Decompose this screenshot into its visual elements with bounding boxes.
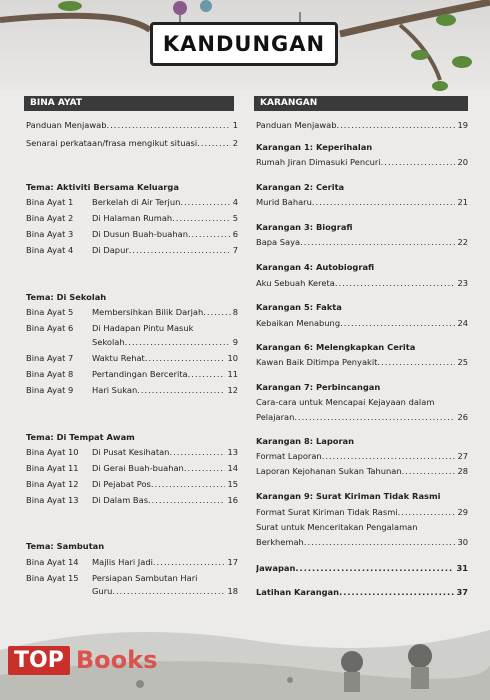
page-number: 21	[457, 197, 468, 207]
entry-text: Format Surat Kiriman Tidak Rasmi	[256, 507, 398, 517]
page-number: 11	[227, 369, 238, 379]
page-number: 27	[457, 451, 468, 461]
entry-text: Cara-cara untuk Mencapai Kejayaan dalam	[256, 397, 435, 407]
entry-text: Aku Sebuah Kereta	[256, 278, 335, 288]
entry-text: Murid Baharu	[256, 197, 312, 207]
page-number: 8	[232, 307, 238, 317]
leader-dots	[300, 237, 455, 248]
exercise-code: Bina Ayat 15	[26, 573, 79, 583]
page-number: 6	[232, 229, 238, 239]
page-number: 19	[457, 120, 468, 130]
entry-text: Di Dalam Bas	[92, 495, 149, 505]
leader-dots	[151, 479, 226, 490]
leader-dots	[107, 120, 231, 131]
page-number: 28	[457, 466, 468, 476]
toc-entry[interactable]	[26, 213, 238, 224]
page-number: 23	[457, 278, 468, 288]
toc-entry[interactable]	[256, 507, 468, 518]
toc-entry[interactable]	[26, 495, 238, 506]
leader-dots	[188, 229, 231, 240]
entry-text-continued: Sekolah	[92, 337, 125, 347]
essay-heading: Karangan 6: Melengkapkan Cerita	[256, 342, 416, 352]
entry-text: Kebaikan Menabung	[256, 318, 341, 328]
essay-heading: Karangan 7: Perbincangan	[256, 382, 381, 392]
page-number: 10	[227, 353, 238, 363]
toc-entry[interactable]	[256, 357, 468, 368]
exercise-code: Bina Ayat 5	[26, 307, 74, 317]
page-title: KANDUNGAN	[162, 32, 326, 56]
exercise-code: Bina Ayat 8	[26, 369, 74, 379]
entry-text: Panduan Menjawab	[256, 120, 337, 130]
leader-dots	[402, 466, 456, 477]
page-number: 22	[457, 237, 468, 247]
page-number: 26	[457, 412, 468, 422]
essay-heading: Karangan 5: Fakta	[256, 302, 342, 312]
theme-heading: Tema: Aktiviti Bersama Keluarga	[26, 182, 179, 192]
toc-entry[interactable]	[26, 197, 238, 208]
entry-text: Kawan Baik Ditimpa Penyakit	[256, 357, 378, 367]
entry-text: Pertandingan Bercerita	[92, 369, 188, 379]
entry-text: Waktu Rehat	[92, 353, 145, 363]
page-number: 13	[227, 447, 238, 457]
entry-text: Di Gerai Buah-buahan	[92, 463, 184, 473]
entry-text: Latihan Karangan	[256, 587, 340, 597]
leader-dots	[148, 495, 225, 506]
entry-text: Di Dapur	[92, 245, 129, 255]
section-header-bina-ayat: BINA AYAT	[24, 96, 234, 111]
entry-text: Di Halaman Rumah	[92, 213, 173, 223]
entry-text: Berkelah di Air Terjun	[92, 197, 181, 207]
theme-heading: Tema: Sambutan	[26, 541, 105, 551]
exercise-code: Bina Ayat 14	[26, 557, 79, 567]
leader-dots	[294, 412, 455, 423]
page-number: 16	[227, 495, 238, 505]
leader-dots	[295, 563, 454, 574]
page-number: 24	[457, 318, 468, 328]
entry-text: Di Pejabat Pos	[92, 479, 151, 489]
entry-text-continued: Guru	[92, 586, 113, 596]
entry-text: Rumah Jiran Dimasuki Pencuri	[256, 157, 381, 167]
entry-text: Jawapan	[256, 563, 296, 573]
essay-heading: Karangan 2: Cerita	[256, 182, 345, 192]
page-number: 20	[457, 157, 468, 167]
leader-dots	[153, 557, 226, 568]
entry-text: Di Dusun Buah-buahan	[92, 229, 188, 239]
entry-text: Panduan Menjawab	[26, 120, 107, 130]
page-number: 29	[457, 507, 468, 517]
leader-dots	[169, 447, 225, 458]
page-number: 30	[457, 537, 468, 547]
exercise-code: Bina Ayat 6	[26, 323, 74, 333]
toc-entry[interactable]	[26, 245, 238, 256]
page-number: 4	[232, 197, 238, 207]
page-number: 31	[456, 563, 468, 573]
leader-dots	[304, 537, 456, 548]
entry-text: Laporan Kejohanan Sukan Tahunan	[256, 466, 402, 476]
title-sign	[150, 22, 338, 66]
leader-dots	[377, 357, 455, 368]
toc-entry[interactable]	[256, 563, 468, 574]
page-number: 5	[232, 213, 238, 223]
leader-dots	[197, 138, 231, 149]
page-number: 7	[232, 245, 238, 255]
page-number: 9	[232, 337, 238, 347]
exercise-code: Bina Ayat 9	[26, 385, 74, 395]
leader-dots	[172, 213, 231, 224]
toc-entry[interactable]	[26, 369, 238, 380]
leader-dots	[137, 385, 225, 396]
entry-text-continued: Berkhemah	[256, 537, 304, 547]
entry-text: Membersihkan Bilik Darjah	[92, 307, 204, 317]
leader-dots	[188, 369, 226, 380]
toc-entry[interactable]	[256, 157, 468, 168]
exercise-code: Bina Ayat 11	[26, 463, 79, 473]
exercise-code: Bina Ayat 3	[26, 229, 74, 239]
left-column	[26, 120, 238, 600]
exercise-code: Bina Ayat 13	[26, 495, 79, 505]
section-header-karangan: KARANGAN	[254, 96, 468, 111]
entry-text: Di Hadapan Pintu Masuk	[92, 323, 194, 333]
toc-entry[interactable]	[256, 466, 468, 477]
exercise-code: Bina Ayat 4	[26, 245, 74, 255]
exercise-code: Bina Ayat 2	[26, 213, 74, 223]
toc-entry[interactable]	[256, 451, 468, 462]
leader-dots	[335, 278, 456, 289]
page-number: 14	[227, 463, 238, 473]
right-column	[256, 120, 468, 600]
leader-dots	[180, 197, 230, 208]
toc-entry[interactable]	[26, 138, 238, 149]
exercise-code: Bina Ayat 1	[26, 197, 74, 207]
page-number: 18	[227, 586, 238, 596]
entry-text: Senarai perkataan/frasa mengikut situasi	[26, 138, 198, 148]
leader-dots	[381, 157, 456, 168]
leader-dots	[312, 197, 456, 208]
toc-entry[interactable]	[26, 557, 238, 568]
entry-text: Hari Sukan	[92, 385, 138, 395]
entry-text: Format Laporan	[256, 451, 322, 461]
leader-dots	[203, 307, 230, 318]
entry-text: Di Pusat Kesihatan	[92, 447, 170, 457]
toc-entry[interactable]	[26, 463, 238, 474]
page-number: 1	[232, 120, 238, 130]
toc-entry[interactable]	[256, 237, 468, 248]
exercise-code: Bina Ayat 7	[26, 353, 74, 363]
entry-text: Surat untuk Menceritakan Pengalaman	[256, 522, 418, 532]
essay-heading: Karangan 9: Surat Kiriman Tidak Rasmi	[256, 491, 441, 501]
toc-entry[interactable]	[26, 229, 238, 240]
leader-dots	[322, 451, 456, 462]
essay-heading: Karangan 1: Keperihalan	[256, 142, 373, 152]
toc-entry[interactable]	[26, 479, 238, 490]
toc-entry[interactable]	[256, 197, 468, 208]
toc-entry[interactable]	[256, 278, 468, 289]
leader-dots	[337, 120, 456, 131]
toc-entry-continuation[interactable]	[256, 412, 468, 423]
page-number: 15	[227, 479, 238, 489]
toc-entry[interactable]	[256, 318, 468, 329]
entry-text: Persiapan Sambutan Hari	[92, 573, 198, 583]
toc-entry[interactable]	[256, 120, 468, 131]
leader-dots	[398, 507, 456, 518]
exercise-code: Bina Ayat 12	[26, 479, 79, 489]
leader-dots	[340, 318, 455, 329]
theme-heading: Tema: Di Tempat Awam	[26, 432, 135, 442]
toc-entry[interactable]	[26, 307, 238, 318]
topbooks-logo	[8, 640, 157, 680]
toc-entry[interactable]	[26, 447, 238, 458]
page-number: 12	[227, 385, 238, 395]
toc-entry-continuation[interactable]	[256, 537, 468, 548]
page-number: 37	[456, 587, 468, 597]
leader-dots	[184, 463, 226, 474]
exercise-code: Bina Ayat 10	[26, 447, 79, 457]
page-number: 2	[232, 138, 238, 148]
entry-text: Bapa Saya	[256, 237, 301, 247]
toc-entry[interactable]	[26, 385, 238, 396]
essay-heading: Karangan 4: Autobiografi	[256, 262, 375, 272]
page-number: 17	[227, 557, 238, 567]
theme-heading: Tema: Di Sekolah	[26, 292, 107, 302]
essay-heading: Karangan 8: Laporan	[256, 436, 355, 446]
logo-top-text: TOP	[8, 646, 70, 675]
leader-dots	[129, 245, 231, 256]
entry-text-continued: Pelajaran	[256, 412, 295, 422]
toc-entry-continuation[interactable]	[92, 337, 238, 348]
entry-text: Majlis Hari Jadi	[92, 557, 153, 567]
logo-books-text: Books	[75, 646, 158, 674]
page-number: 25	[457, 357, 468, 367]
leader-dots	[125, 337, 231, 348]
essay-heading: Karangan 3: Biografi	[256, 222, 353, 232]
toc-entry[interactable]	[26, 323, 238, 334]
toc-entry[interactable]	[26, 120, 238, 131]
toc-entry[interactable]	[26, 353, 238, 364]
leader-dots	[145, 353, 226, 364]
